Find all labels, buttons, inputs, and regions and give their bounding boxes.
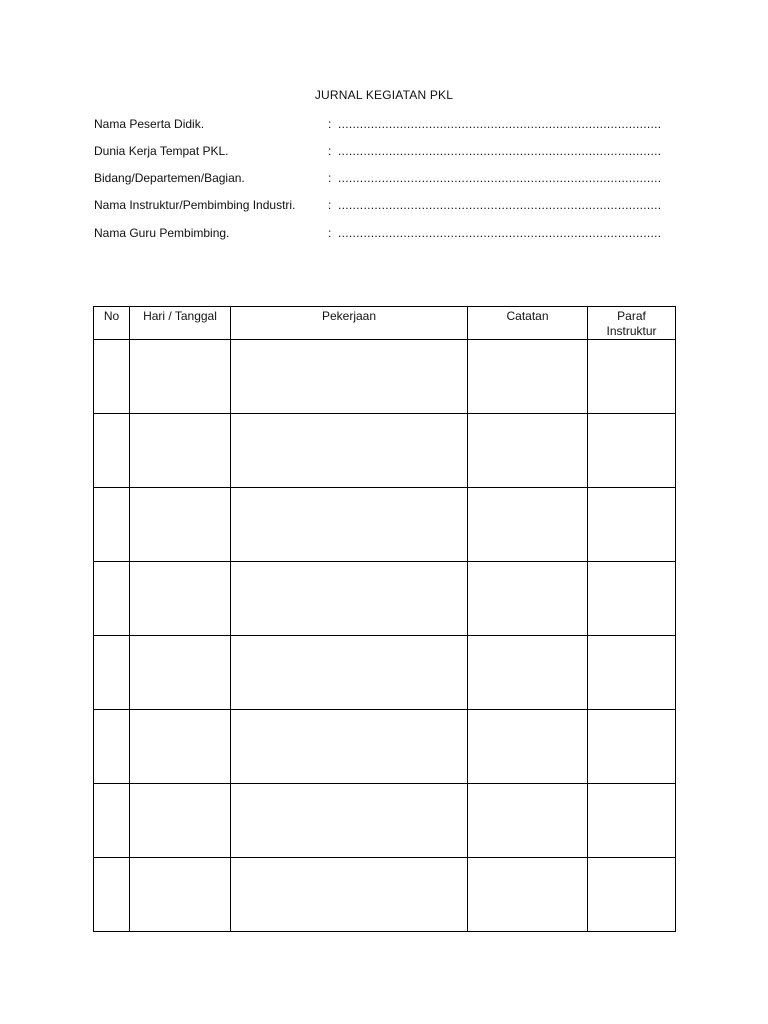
cell-sign[interactable] bbox=[588, 340, 676, 414]
field-dotted-line[interactable]: ......................................................................................... bbox=[338, 117, 662, 131]
cell-no[interactable] bbox=[94, 488, 130, 562]
cell-date[interactable] bbox=[130, 636, 231, 710]
cell-notes[interactable] bbox=[468, 488, 588, 562]
cell-sign[interactable] bbox=[588, 562, 676, 636]
field-label: Nama Guru Pembimbing. bbox=[94, 226, 230, 240]
field-colon: : bbox=[328, 198, 332, 212]
field-dotted-line[interactable]: ......................................................................................... bbox=[338, 144, 662, 158]
cell-sign[interactable] bbox=[588, 858, 676, 932]
cell-date[interactable] bbox=[130, 562, 231, 636]
field-colon: : bbox=[328, 117, 332, 131]
cell-work[interactable] bbox=[231, 784, 468, 858]
cell-sign[interactable] bbox=[588, 414, 676, 488]
field-student-name bbox=[94, 116, 684, 132]
cell-work[interactable] bbox=[231, 414, 468, 488]
cell-date[interactable] bbox=[130, 710, 231, 784]
cell-date[interactable] bbox=[130, 340, 231, 414]
field-label: Nama Peserta Didik. bbox=[94, 117, 205, 131]
cell-sign[interactable] bbox=[588, 784, 676, 858]
cell-notes[interactable] bbox=[468, 710, 588, 784]
field-label: Nama Instruktur/Pembimbing Industri. bbox=[94, 198, 296, 212]
field-label: Bidang/Departemen/Bagian. bbox=[94, 171, 245, 185]
table-row bbox=[94, 858, 676, 932]
cell-date[interactable] bbox=[130, 414, 231, 488]
cell-no[interactable] bbox=[94, 340, 130, 414]
cell-work[interactable] bbox=[231, 488, 468, 562]
cell-notes[interactable] bbox=[468, 784, 588, 858]
cell-no[interactable] bbox=[94, 784, 130, 858]
field-industry-instructor bbox=[94, 197, 684, 213]
header-notes: Catatan bbox=[468, 307, 588, 340]
header-date: Hari / Tanggal bbox=[130, 307, 231, 340]
cell-sign[interactable] bbox=[588, 488, 676, 562]
cell-sign[interactable] bbox=[588, 636, 676, 710]
journal-table bbox=[93, 306, 676, 932]
table-row bbox=[94, 414, 676, 488]
cell-notes[interactable] bbox=[468, 562, 588, 636]
cell-date[interactable] bbox=[130, 858, 231, 932]
table-row bbox=[94, 710, 676, 784]
cell-no[interactable] bbox=[94, 414, 130, 488]
cell-no[interactable] bbox=[94, 858, 130, 932]
table-row bbox=[94, 340, 676, 414]
cell-notes[interactable] bbox=[468, 636, 588, 710]
table-row bbox=[94, 488, 676, 562]
page-title: JURNAL KEGIATAN PKL bbox=[314, 88, 454, 102]
field-teacher bbox=[94, 225, 684, 241]
field-dotted-line[interactable]: ......................................................................................... bbox=[338, 171, 662, 185]
cell-sign[interactable] bbox=[588, 710, 676, 784]
cell-work[interactable] bbox=[231, 858, 468, 932]
field-dotted-line[interactable]: ......................................................................................... bbox=[338, 198, 662, 212]
cell-no[interactable] bbox=[94, 636, 130, 710]
header-sign-line1: Paraf bbox=[617, 309, 646, 323]
cell-no[interactable] bbox=[94, 710, 130, 784]
table-row bbox=[94, 784, 676, 858]
field-dotted-line[interactable]: ......................................................................................... bbox=[338, 226, 662, 240]
field-colon: : bbox=[328, 144, 332, 158]
field-colon: : bbox=[328, 171, 332, 185]
cell-work[interactable] bbox=[231, 636, 468, 710]
cell-notes[interactable] bbox=[468, 414, 588, 488]
cell-notes[interactable] bbox=[468, 858, 588, 932]
header-sign-line2: Instruktur bbox=[606, 324, 657, 338]
field-colon: : bbox=[328, 226, 332, 240]
table-row bbox=[94, 636, 676, 710]
header-no: No bbox=[94, 307, 130, 340]
header-work: Pekerjaan bbox=[231, 307, 468, 340]
cell-work[interactable] bbox=[231, 710, 468, 784]
field-label: Dunia Kerja Tempat PKL. bbox=[94, 144, 229, 158]
cell-work[interactable] bbox=[231, 562, 468, 636]
cell-notes[interactable] bbox=[468, 340, 588, 414]
table-row bbox=[94, 562, 676, 636]
cell-date[interactable] bbox=[130, 488, 231, 562]
field-workplace bbox=[94, 143, 684, 159]
cell-date[interactable] bbox=[130, 784, 231, 858]
cell-no[interactable] bbox=[94, 562, 130, 636]
header-instructor-sign bbox=[588, 307, 676, 340]
cell-work[interactable] bbox=[231, 340, 468, 414]
table-header-row bbox=[94, 307, 676, 340]
field-department bbox=[94, 170, 684, 186]
